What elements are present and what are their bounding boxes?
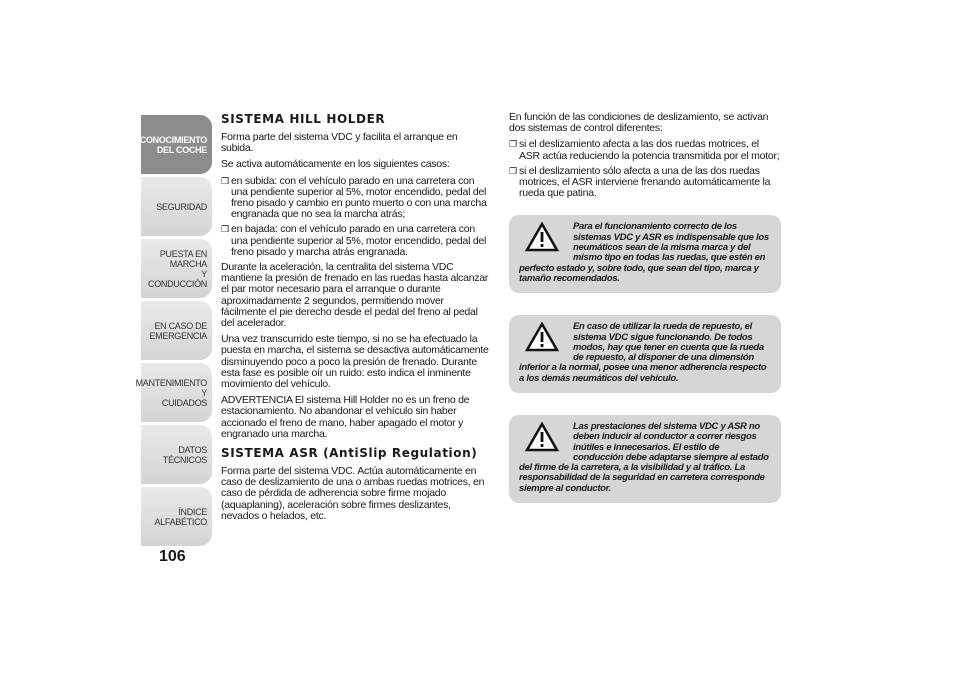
tab-label: DATOS TÉCNICOS <box>162 444 207 465</box>
tab-emergencia[interactable] <box>141 301 212 360</box>
paragraph: Una vez transcurrido este tiempo, si no se ha efectuado la puesta en marcha, el sistema se desactiva automáticamente disminuyendo poco a poco la presión de frenado. Durante esta fase es posible oír un ruido: esto indica el inminente movimiento del vehículo. <box>221 333 489 391</box>
tab-label: ÍNDICE ALFABÉTICO <box>154 506 207 527</box>
tab-label: PUESTA EN MARCHA Y CONDUCCIÓN <box>148 248 207 289</box>
bullet-item: ❒ si el deslizamiento sólo afecta a una de las dos ruedas motrices, el ASR interviene frenando automáticamente la rueda que patina. <box>509 164 771 200</box>
paragraph: ADVERTENCIA El sistema Hill Holder no es un freno de estacionamiento. No abandonar el vehículo sin haber accionado el freno de mano, haber apagado el motor y engranado una marcha. <box>221 394 470 440</box>
tab-indice[interactable] <box>141 487 212 546</box>
tab-datos-tecnicos[interactable] <box>141 425 212 484</box>
heading-asr: SISTEMA ASR (AntiSlip Regulation) <box>221 446 478 461</box>
tab-conocimiento[interactable] <box>141 115 212 174</box>
chapter-tabs <box>135 115 212 549</box>
warning-box: Las prestaciones del sistema VDC y ASR no deben inducir al conductor a correr riesgos inútiles e innecesarios. El estilo de conducción debe adaptarse siempre al estado del firme de la carretera, a la visibilidad y al tráfico. La responsabilidad de la seguridad en carretera corresponde siempre al conductor. <box>509 415 781 503</box>
bullet-marker: ❒ <box>221 175 229 186</box>
warning-icon <box>525 422 563 456</box>
right-column <box>509 112 781 519</box>
bullet-item: ❒ si el deslizamiento afecta a las dos ruedas motrices, el ASR actúa reduciendo la potencia transmitida por el motor; <box>509 138 780 162</box>
warning-icon <box>525 222 563 256</box>
paragraph: Se activa automáticamente en los siguientes casos: <box>221 158 450 171</box>
paragraph: Forma parte del sistema VDC. Actúa automáticamente en caso de deslizamiento de una o ambas ruedas motrices, en caso de pérdida de adherencia sobre firme mojado (aquaplaning), aceleración sobre firmes deslizantes, nevados o helados, etc. <box>221 465 485 522</box>
paragraph: Forma parte del sistema VDC y facilita el arranque en subida. <box>221 131 458 155</box>
tab-mantenimiento[interactable] <box>135 363 212 422</box>
tab-label: SEGURIDAD <box>156 201 207 212</box>
bullet-item: ❒ en bajada: con el vehículo parado en una carretera con una pendiente superior al 5%, motor encendido, pedal del freno pisado y marcha atrás engranada. <box>221 223 487 258</box>
paragraph: Durante la aceleración, la centralita del sistema VDC mantiene la presión de frenado en las ruedas hasta alcanzar el par motor necesario para el arranque o durante aproximadamente 2 segundos, permitiendo mover fácilmente el pie derecho desde el pedal del freno al pedal del acelerador. <box>221 261 489 330</box>
bullet-marker: ❒ <box>509 139 517 150</box>
tab-label: MANTENIMIENTO Y CUIDADOS <box>135 377 207 408</box>
bullet-marker: ❒ <box>221 224 229 235</box>
paragraph: En función de las condiciones de deslizamiento, se activan dos sistemas de control diferentes: <box>509 111 769 135</box>
tab-label: EN CASO DE EMERGENCIA <box>149 320 207 341</box>
tab-seguridad[interactable] <box>141 177 212 236</box>
warning-box: Para el funcionamiento correcto de los sistemas VDC y ASR es indispensable que los neumáticos sean de la misma marca y del mismo tipo en todas las ruedas, que estén en perfecto estado y, sobre todo, que sean del tipo, marca y tamaño recomendados. <box>509 215 781 293</box>
bullet-item: ❒ en subida: con el vehículo parado en una carretera con una pendiente superior al 5%, motor encendido, pedal del freno pisado y cambio en punto muerto o con una marcha engranada que no sea la marcha atrás; <box>221 174 487 221</box>
tab-puesta-en-marcha[interactable] <box>141 239 212 298</box>
tab-label: CONOCIMIENTO DEL COCHE <box>139 134 207 155</box>
warning-icon <box>525 322 563 356</box>
bullet-marker: ❒ <box>509 165 517 176</box>
warning-box: En caso de utilizar la rueda de repuesto, el sistema VDC sigue funcionando. De todos modos, hay que tener en cuenta que la rueda de repuesto, al disponer de una dimensión inferior a la normal, posee una menor adherencia respecto a los demás neumáticos del vehículo. <box>509 315 781 393</box>
heading-hill-holder: SISTEMA HILL HOLDER <box>221 112 386 126</box>
page-number: 106 <box>159 548 186 565</box>
left-column <box>221 112 491 527</box>
